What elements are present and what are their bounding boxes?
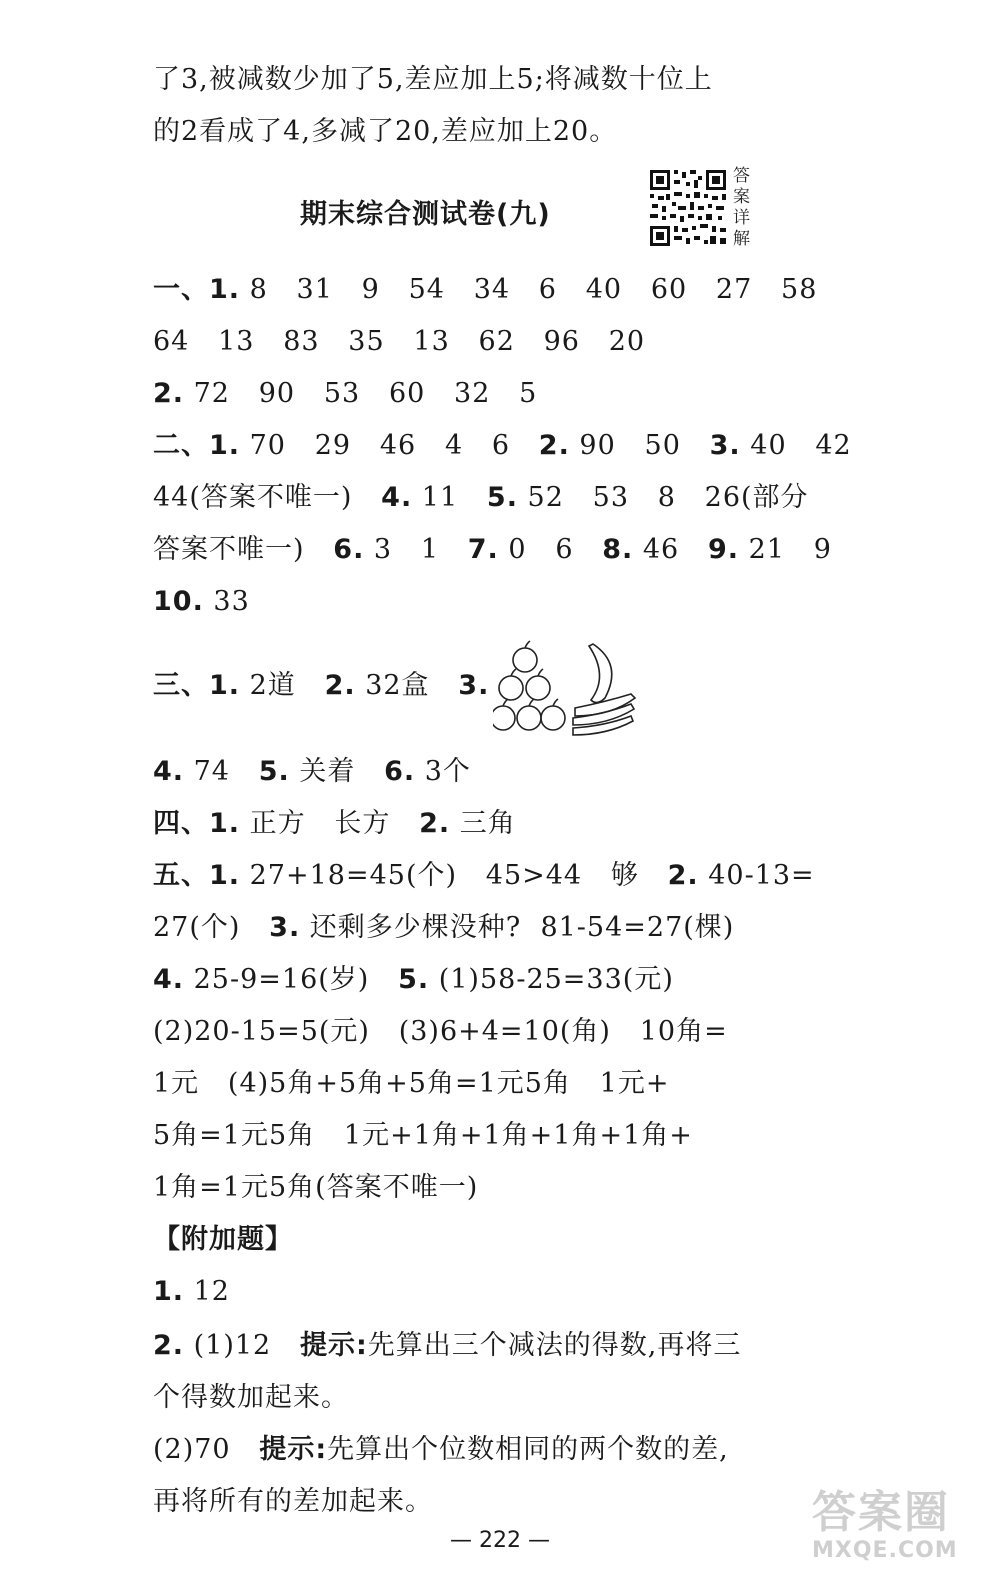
s5-line-7: 1角=1元5角(答案不唯一) [153, 1172, 479, 1203]
s5-line-6: 5角=1元5角 1元+1角+1角+1角+1角+ [153, 1120, 693, 1151]
s2-q9-answer: 21 9 [739, 534, 832, 565]
s2-q9-number: 9. [707, 534, 740, 565]
page-title: 期末综合测试卷(九) [300, 199, 551, 230]
s2-q10-number: 10. [153, 586, 204, 617]
s4-q2-number: 2. [419, 808, 451, 839]
s1-q2-number: 2. [153, 378, 185, 409]
s1-number: 一、1. [153, 274, 241, 305]
intro-line-1: 了3,被减数少加了5,差应加上5;将减数十位上 [153, 64, 713, 95]
s2-q5-number: 5. [486, 482, 518, 513]
watermark-logo: 答案圈 [812, 1487, 950, 1538]
extra-q1-number: 1. [153, 1276, 185, 1307]
apples-and-bananas-illustration [493, 638, 638, 738]
s2-q7-answer: 0 6 [498, 534, 603, 565]
s5-line-5: 1元 (4)5角+5角+5角=1元5角 1元+ [153, 1068, 670, 1099]
s2-q3-answer: 40 42 [740, 430, 852, 461]
s5-q3-answer: 还剩多少棵没种? 81-54=27(棵) [300, 912, 735, 943]
s2-q1-answer: 70 29 46 4 6 [240, 430, 539, 461]
s5-q2-number: 2. [667, 860, 699, 891]
s1-line-2: 64 13 83 35 13 62 96 20 [153, 326, 646, 357]
s5-q5-answer: (1)58-25=33(元) [429, 964, 674, 995]
s5-q4-answer: 25-9=16(岁) [184, 964, 399, 995]
s2-q5-answer-cont: 答案不唯一) [153, 534, 334, 565]
s5-q2-answer-cont: 27(个) [153, 912, 270, 943]
s3-q3-number: 3. [458, 670, 490, 701]
s4-q1-answer: 正方 长方 [240, 808, 420, 839]
s2-line-3 [153, 532, 832, 568]
s2-q6-number: 6. [333, 534, 365, 565]
s2-q3-answer-cont: 44(答案不唯一) [153, 482, 382, 513]
s3-line-2 [153, 754, 813, 790]
s2-q6-answer: 3 1 [364, 534, 468, 565]
extra-hint-label: 提示: [299, 1330, 368, 1361]
extra-q2-number: 2. [153, 1330, 185, 1361]
watermark [812, 1488, 982, 1578]
s3-q1-answer: 2道 [240, 670, 325, 701]
s2-q8-number: 8. [602, 534, 634, 565]
extra-q2-2-answer: (2)70 [153, 1434, 260, 1465]
extra-q2-1-answer: (1)12 [184, 1330, 300, 1361]
s1-line-3 [153, 376, 813, 412]
s3-q5-answer: 关着 [289, 756, 385, 787]
s5-q4-number: 4. [153, 964, 185, 995]
s3-q6-answer: 3个 [415, 756, 471, 787]
s5-q3-number: 3. [269, 912, 301, 943]
s2-q5-answer: 52 53 8 26(部分 [517, 482, 809, 513]
extra-hint-label-2: 提示: [259, 1434, 328, 1465]
s3-q4-number: 4. [153, 756, 185, 787]
s5-q1-answer: 27+18=45(个) 45>44 够 [240, 860, 668, 891]
s3-q2-number: 2. [324, 670, 356, 701]
s3-q5-number: 5. [258, 756, 290, 787]
s2-line-4 [153, 584, 813, 620]
s5-line-2 [153, 910, 813, 946]
extra-hint-text-2: 先算出个位数相同的两个数的差, [327, 1434, 729, 1465]
qr-code-icon[interactable] [648, 168, 728, 248]
extra-line-1 [153, 1274, 813, 1310]
s2-q3-number: 3. [709, 430, 741, 461]
s5-line-4: (2)20-15=5(元) (3)6+4=10(角) 10角= [153, 1016, 728, 1047]
s2-q2-answer: 90 50 [569, 430, 710, 461]
s1-line-1 [153, 272, 818, 308]
s3-q4-answer: 74 [184, 756, 259, 787]
qr-code-label: 答案详解 [733, 166, 750, 249]
s2-q8-answer: 46 [633, 534, 708, 565]
s5-q2-answer: 40-13= [698, 860, 815, 891]
extra-line-5: 再将所有的差加起来。 [153, 1486, 433, 1517]
s2-q2-number: 2. [538, 430, 570, 461]
s3-q6-number: 6. [384, 756, 416, 787]
s2-q7-number: 7. [467, 534, 499, 565]
s2-line-1 [153, 428, 852, 464]
s5-line-3 [153, 962, 813, 998]
s4-number: 四、1. [153, 808, 241, 839]
s1-answers-1: 8 31 9 54 34 6 40 60 27 58 [240, 274, 818, 305]
s1-answers-2: 72 90 53 60 32 5 [184, 378, 538, 409]
extra-line-3: 个得数加起来。 [153, 1382, 349, 1413]
watermark-url: MXQE.COM [812, 1538, 958, 1563]
s2-line-2 [153, 480, 813, 516]
intro-line-2: 的2看成了4,多减了20,差应加上20。 [153, 116, 618, 147]
s2-number: 二、1. [153, 430, 241, 461]
s3-q2-answer: 32盒 [355, 670, 459, 701]
s3-line-1 [153, 668, 813, 704]
page-number: — 222 — [450, 1528, 550, 1553]
s4-q2-answer: 三角 [450, 808, 516, 839]
s2-q4-answer: 11 [412, 482, 487, 513]
s2-q4-number: 4. [381, 482, 413, 513]
s5-line-1 [153, 858, 813, 894]
s3-number: 三、1. [153, 670, 241, 701]
s4-line-1 [153, 806, 813, 842]
s2-q10-answer: 33 [203, 586, 250, 617]
extra-line-4 [153, 1432, 813, 1468]
extra-line-2 [153, 1328, 813, 1364]
extra-heading: 【附加题】 [153, 1224, 293, 1255]
s5-q5-number: 5. [398, 964, 430, 995]
s5-number: 五、1. [153, 860, 241, 891]
extra-q1-answer: 12 [184, 1276, 230, 1307]
extra-hint-text: 先算出三个减法的得数,再将三 [367, 1330, 742, 1361]
